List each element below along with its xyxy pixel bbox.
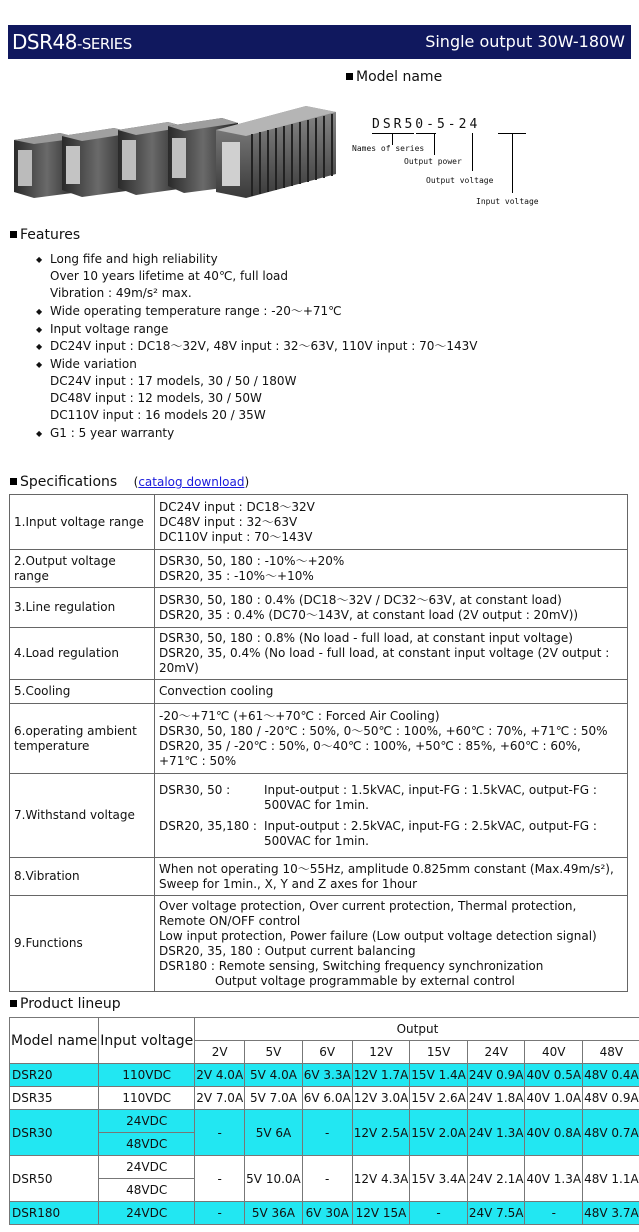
table-row: DSR180 24VDC - 5V 36A 6V 30A 12V 15A - 24V 7.5A - 48V 3.7A xyxy=(10,1202,639,1225)
label-output-power: Output power xyxy=(404,157,462,166)
lineup-table: Model name Input voltage Output 2V 5V 6V 12V 15V 24V 40V 48V DSR20 110VDC 2V 4.0A 5V 4.0A 6V 3.3A 12V 1.7A 15V 1.4A 24V 0.9A 40V 0.5A 48V 0.4A DSR35 110VDC 2V 7.0A 5V 7.0A 6V 6.0A 12V 3.0A 15V 2.6A 24V 1.8A 40V 1.0A 48V 0.9A DSR30 24VDC - 5V 6A - 12V 2.5A 15V 2.0A 24V 1.3A 40V 0.8A 48V 0.7A 48VDC DSR50 24VDC - 5V 10.0A - 12V 4.3A 15V 3.4A 24V 2.1A 40V 1.3A 48V 1.1A 48VDC DSR180 24VDC - 5V 36A 6V 30A 12V 15A - 24V 7.5A - 48V 3.7A xyxy=(9,1017,639,1225)
spec-row xyxy=(10,588,628,628)
spec-value: Convection cooling xyxy=(155,680,628,704)
spec-label: 6.operating ambient temperature xyxy=(10,704,155,774)
series-banner xyxy=(8,25,631,59)
table-row: DSR50 24VDC - 5V 10.0A - 12V 4.3A 15V 3.4A 24V 2.1A 40V 1.3A 48V 1.1A xyxy=(10,1156,639,1179)
spec-value: DSR30, 50, 180 : 0.8% (No load - full load, at constant input voltage) DSR20, 35, 0.4% (No load - full load, at constant input voltage (2V output : 20mV) xyxy=(155,628,628,680)
col-voltage: 6V xyxy=(302,1041,352,1064)
specifications-table xyxy=(9,494,628,992)
model-code: DSR50-5-24 xyxy=(372,117,481,132)
series-suffix: -SERIES xyxy=(76,35,132,53)
spec-row xyxy=(10,628,628,680)
psu-unit-5-heatsink xyxy=(216,106,336,198)
product-photo xyxy=(10,100,340,200)
series-main: DSR48 xyxy=(12,30,77,54)
spec-label: 5.Cooling xyxy=(10,680,155,704)
bullet-square-icon xyxy=(10,231,17,238)
spec-value: DSR30, 50 : Input-output : 1.5kVAC, input-FG : 1.5kVAC, output-FG : 500VAC for 1min. DSR20, 35,180 : Input-output : 2.5kVAC, input-FG : 2.5kVAC, output-FG : 500VAC for 1min. xyxy=(155,774,628,858)
col-output: Output xyxy=(195,1018,639,1041)
spec-value: -20～+71℃ (+61～+70℃ : Forced Air Cooling) DSR30, 50, 180 / -20℃ : 50%, 0～50℃ : 100%, +60℃ : 70%, +71℃ : 50% DSR20, 35 / -20℃ : 50%, 0～40℃ : 100%, +50℃ : 85%, +60℃ : 60%, +71℃ : 50% xyxy=(155,704,628,774)
col-voltage: 24V xyxy=(467,1041,525,1064)
table-row: DSR35 110VDC 2V 7.0A 5V 7.0A 6V 6.0A 12V 3.0A 15V 2.6A 24V 1.8A 40V 1.0A 48V 0.9A xyxy=(10,1087,639,1110)
feature-item: ◆ Input voltage range xyxy=(36,321,478,338)
spec-value: DSR30, 50, 180 : -10%～+20% DSR20, 35 : -10%～+10% xyxy=(155,550,628,588)
feature-item: ◆ G1 : 5 year warranty xyxy=(36,425,478,442)
spec-value: When not operating 10～55Hz, amplitude 0.825mm constant (Max.49m/s²), Sweep for 1min., X, Y and Z axes for 1hour xyxy=(155,858,628,896)
label-input-voltage: Input voltage xyxy=(476,197,539,206)
spec-value: DC24V input : DC18～32V DC48V input : 32～63V DC110V input : 70～143V xyxy=(155,495,628,550)
col-voltage: 12V xyxy=(352,1041,410,1064)
table-row: DSR20 110VDC 2V 4.0A 5V 4.0A 6V 3.3A 12V 1.7A 15V 1.4A 24V 0.9A 40V 0.5A 48V 0.4A xyxy=(10,1064,639,1087)
bullet-square-icon xyxy=(10,478,17,485)
col-input-voltage: Input voltage xyxy=(99,1018,195,1064)
spec-label: 1.Input voltage range xyxy=(10,495,155,550)
spec-value: Over voltage protection, Over current protection, Thermal protection, Remote ON/OFF control Low input protection, Power failure (Low output voltage detection signal) DSR20, 35, 180 : Output current balancing DSR180 : Remote sensing, Switching frequency synchronization Output voltage programmable by external control xyxy=(155,896,628,992)
spec-label: 9.Functions xyxy=(10,896,155,992)
feature-item: ◆ Long fife and high reliability Over 10 years lifetime at 40℃, full load Vibration : 49m/s² max. xyxy=(36,251,478,302)
model-name-diagram xyxy=(352,115,552,215)
col-voltage: 2V xyxy=(195,1041,245,1064)
label-output-voltage: Output voltage xyxy=(426,176,494,185)
specifications-heading: Specifications (catalog download) xyxy=(10,474,249,490)
label-series: Names of series xyxy=(352,144,425,153)
spec-label: 3.Line regulation xyxy=(10,588,155,628)
bullet-square-icon xyxy=(10,1000,17,1007)
spec-row xyxy=(10,680,628,704)
spec-row xyxy=(10,858,628,896)
features-heading: Features xyxy=(10,227,80,243)
spec-row xyxy=(10,495,628,550)
table-row: DSR30 24VDC - 5V 6A - 12V 2.5A 15V 2.0A 24V 1.3A 40V 0.8A 48V 0.7A xyxy=(10,1110,639,1133)
col-voltage: 40V xyxy=(525,1041,583,1064)
series-title xyxy=(12,30,132,54)
spec-label: 4.Load regulation xyxy=(10,628,155,680)
feature-item: ◆ Wide variation DC24V input : 17 models, 30 / 50 / 180W DC48V input : 12 models, 30 / 50W DC110V input : 16 models 20 / 35W xyxy=(36,356,478,424)
bullet-square-icon xyxy=(346,73,353,80)
model-name-heading: Model name xyxy=(346,69,442,85)
spec-row xyxy=(10,896,628,992)
features-list: ◆ Long fife and high reliability Over 10 years lifetime at 40℃, full load Vibration : 49m/s² max. ◆ Wide operating temperature range : -20～+71℃ ◆ Input voltage range ◆ DC24V input : DC18～32V, 48V input : 32～63V, 110V input : 70～143V ◆ Wide variation DC24V input : 17 models, 30 / 50 / 180W DC48V input : 12 models, 30 / 50W DC110V input : 16 models 20 / 35W ◆ G1 : 5 year warranty xyxy=(36,251,478,442)
catalog-download-link[interactable]: catalog download xyxy=(138,475,245,489)
col-voltage: 5V xyxy=(245,1041,303,1064)
lineup-heading: Product lineup xyxy=(10,996,121,1012)
series-subtitle: Single output 30W-180W xyxy=(425,32,625,51)
spec-label: 7.Withstand voltage xyxy=(10,774,155,858)
feature-item: ◆ Wide operating temperature range : -20～+71℃ xyxy=(36,303,478,320)
col-voltage: 15V xyxy=(410,1041,468,1064)
col-model-name: Model name xyxy=(10,1018,99,1064)
spec-row xyxy=(10,704,628,774)
spec-row xyxy=(10,550,628,588)
spec-value: DSR30, 50, 180 : 0.4% (DC18～32V / DC32～63V, at constant load) DSR20, 35 : 0.4% (DC70～143V, at constant load (2V output : 20mV)) xyxy=(155,588,628,628)
spec-label: 8.Vibration xyxy=(10,858,155,896)
spec-label: 2.Output voltage range xyxy=(10,550,155,588)
spec-row xyxy=(10,774,628,858)
col-voltage: 48V xyxy=(583,1041,639,1064)
